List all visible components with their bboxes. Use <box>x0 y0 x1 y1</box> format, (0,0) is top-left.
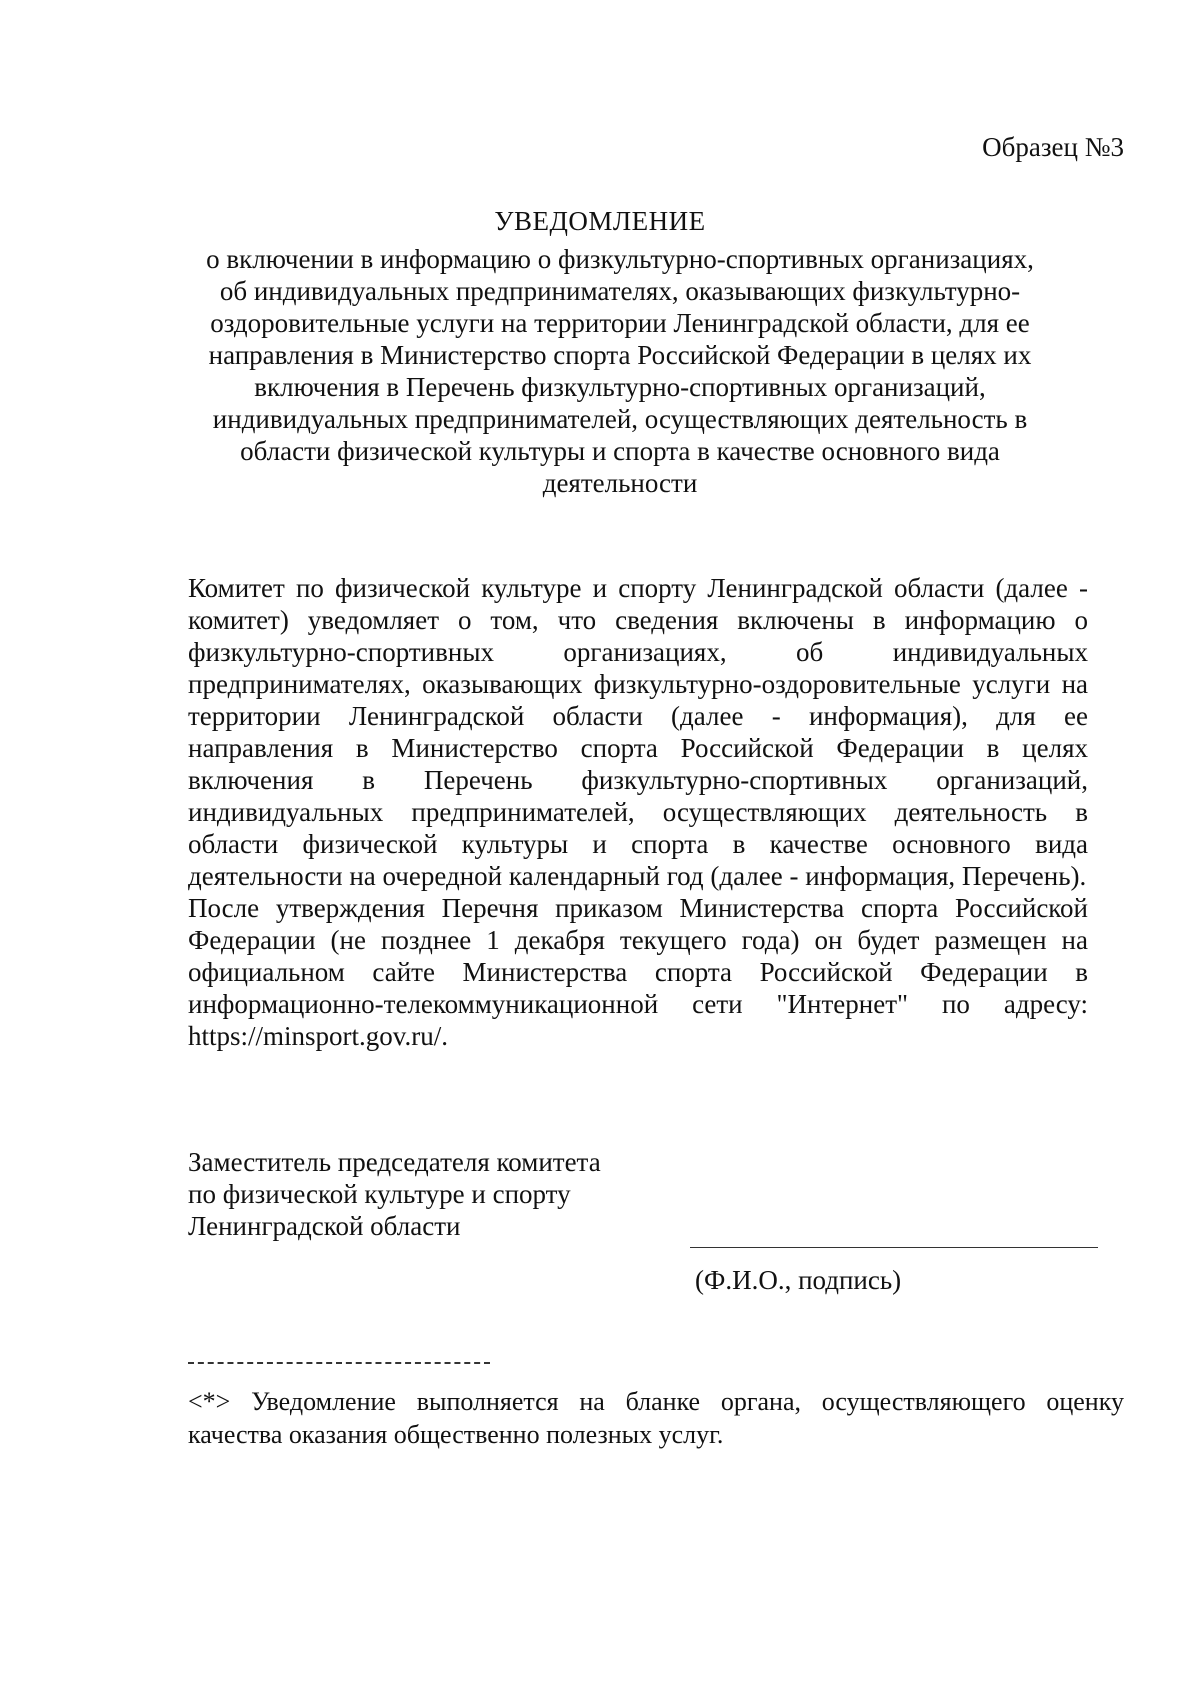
signature-line <box>690 1247 1098 1248</box>
signer-committee-line: по физической культуре и спорту <box>188 1179 571 1209</box>
notification-body <box>188 572 1088 1052</box>
footnote: <*> Уведомление выполняется на бланке органа, осуществляющего оценку качества оказания общественно полезных услуг. <box>188 1387 1124 1449</box>
document-subtitle: о включении в информацию о физкультурно-спортивных организациях, об индивидуальных предпринимателях, оказывающих физкультурно-оздоровительные услуги на территории Ленинградской области, для ее направления в Министерство спорта Российской Федерации в целях их включения в Перечень физкультурно-спортивных организаций, индивидуальных предпринимателей, осуществляющих деятельность в области физической культуры и спорта в качестве основного вида деятельности <box>206 244 1034 498</box>
signature-caption: (Ф.И.О., подпись) <box>695 1265 902 1295</box>
body-paragraph-committee: Комитет по физической культуре и спорту Ленинградской области (далее - комитет) уведомляет о том, что сведения включены в информацию о физкультурно-спортивных организациях, об индивидуальных предпринимателях, оказывающих физкультурно-оздоровительные услуги на территории Ленинградской области (далее - информация), для ее направления в Министерство спорта Российской Федерации в целях включения в Перечень физкультурно-спортивных организаций, индивидуальных предпринимателей, осуществляющих деятельность в области физической культуры и спорта в качестве основного вида деятельности на очередной календарный год (далее - информация, Перечень). <box>188 573 1088 891</box>
footnote-divider <box>188 1362 490 1364</box>
document-title: УВЕДОМЛЕНИЕ <box>494 206 706 236</box>
sample-label: Образец №3 <box>982 132 1124 162</box>
signer-region-line: Ленинградской области <box>188 1211 461 1241</box>
signer-block <box>188 1146 601 1242</box>
signer-position-line: Заместитель председателя комитета <box>188 1147 601 1177</box>
body-paragraph-publication: После утверждения Перечня приказом Министерства спорта Российской Федерации (не позднее 1 декабря текущего года) он будет размещен на официальном сайте Министерства спорта Российской Федерации в информационно-телекоммуникационной сети "Интернет" по адресу: https://minsport.gov.ru/. <box>188 893 1088 1051</box>
